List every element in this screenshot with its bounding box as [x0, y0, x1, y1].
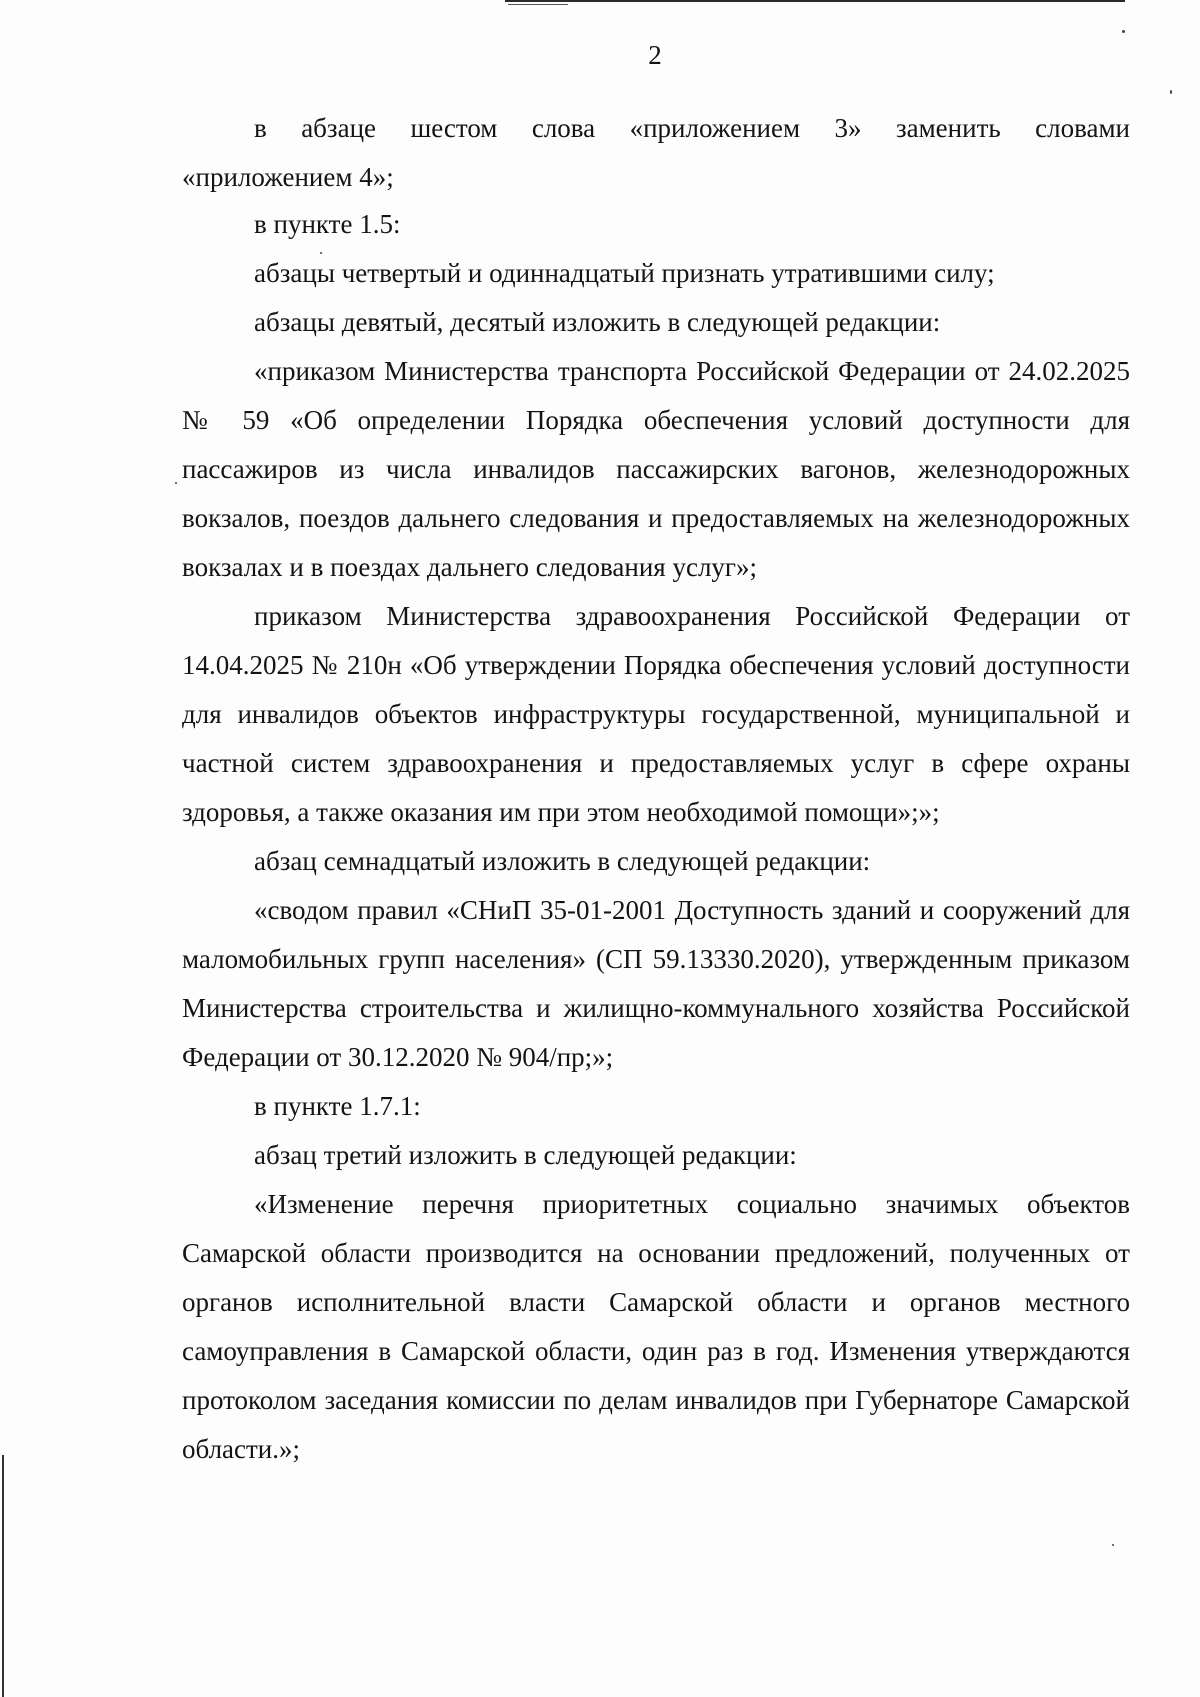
top-edge-rule-fragment — [508, 4, 568, 5]
paragraph-3: абзацы четвертый и одиннадцатый признать утратившими силу; — [254, 258, 995, 288]
paragraph-9: в пункте 1.7.1: — [254, 1091, 421, 1121]
scan-speck — [1122, 30, 1125, 33]
page-number: 2 — [648, 40, 662, 70]
scan-speck — [1112, 1544, 1114, 1546]
top-edge-rule — [505, 0, 1125, 2]
document-body — [182, 104, 1130, 1474]
paragraph-1-line-2: «приложением 4»; — [182, 162, 394, 192]
paragraph-6: приказом Министерства здравоохранения Российской Федерации от 14.04.2025 № 210н «Об утверждении Порядка обеспечения условий доступности для инвалидов объектов инфраструктуры государственной, муниципальной и частной систем здравоохранения и предоставляемых услуг в сфере охраны здоровья, а также оказания им при этом необходимой помощи»;»; — [182, 601, 1130, 827]
paragraph-11: «Изменение перечня приоритетных социально значимых объектов Самарской области производится на основании предложений, полученных от органов исполнительной власти Самарской области и органов местного самоуправления в Самарской области, один раз в год. Изменения утверждаются протоколом заседания комиссии по делам инвалидов при Губернаторе Самарской области.»; — [182, 1189, 1130, 1464]
paragraph-4: абзацы девятый, десятый изложить в следующей редакции: — [254, 307, 941, 337]
paragraph-7: абзац семнадцатый изложить в следующей редакции: — [254, 846, 871, 876]
paragraph-5: «приказом Министерства транспорта Российской Федерации от 24.02.2025 № 59 «Об определении Порядка обеспечения условий доступности для пассажиров из числа инвалидов пассажирских вагонов, железнодорожных вокзалов, поездов дальнего следования и предоставляемых на железнодорожных вокзалах и в поездах дальнего следования услуг»; — [182, 356, 1130, 582]
paragraph-2: в пункте 1.5: — [254, 209, 401, 239]
scan-margin-line — [2, 1455, 4, 1697]
scan-speck — [175, 482, 177, 484]
paragraph-8: «сводом правил «СНиП 35-01-2001 Доступность зданий и сооружений для маломобильных групп населения» (СП 59.13330.2020), утвержденным приказом Министерства строительства и жилищно-коммунального хозяйства Российской Федерации от 30.12.2020 № 904/пр;»; — [182, 895, 1130, 1072]
scan-speck — [320, 252, 322, 254]
paragraph-10: абзац третий изложить в следующей редакции: — [254, 1140, 797, 1170]
scan-speck — [1170, 90, 1172, 94]
paragraph-1-line-1: в абзаце шестом слова «приложением 3» заменить словами — [254, 113, 1130, 143]
